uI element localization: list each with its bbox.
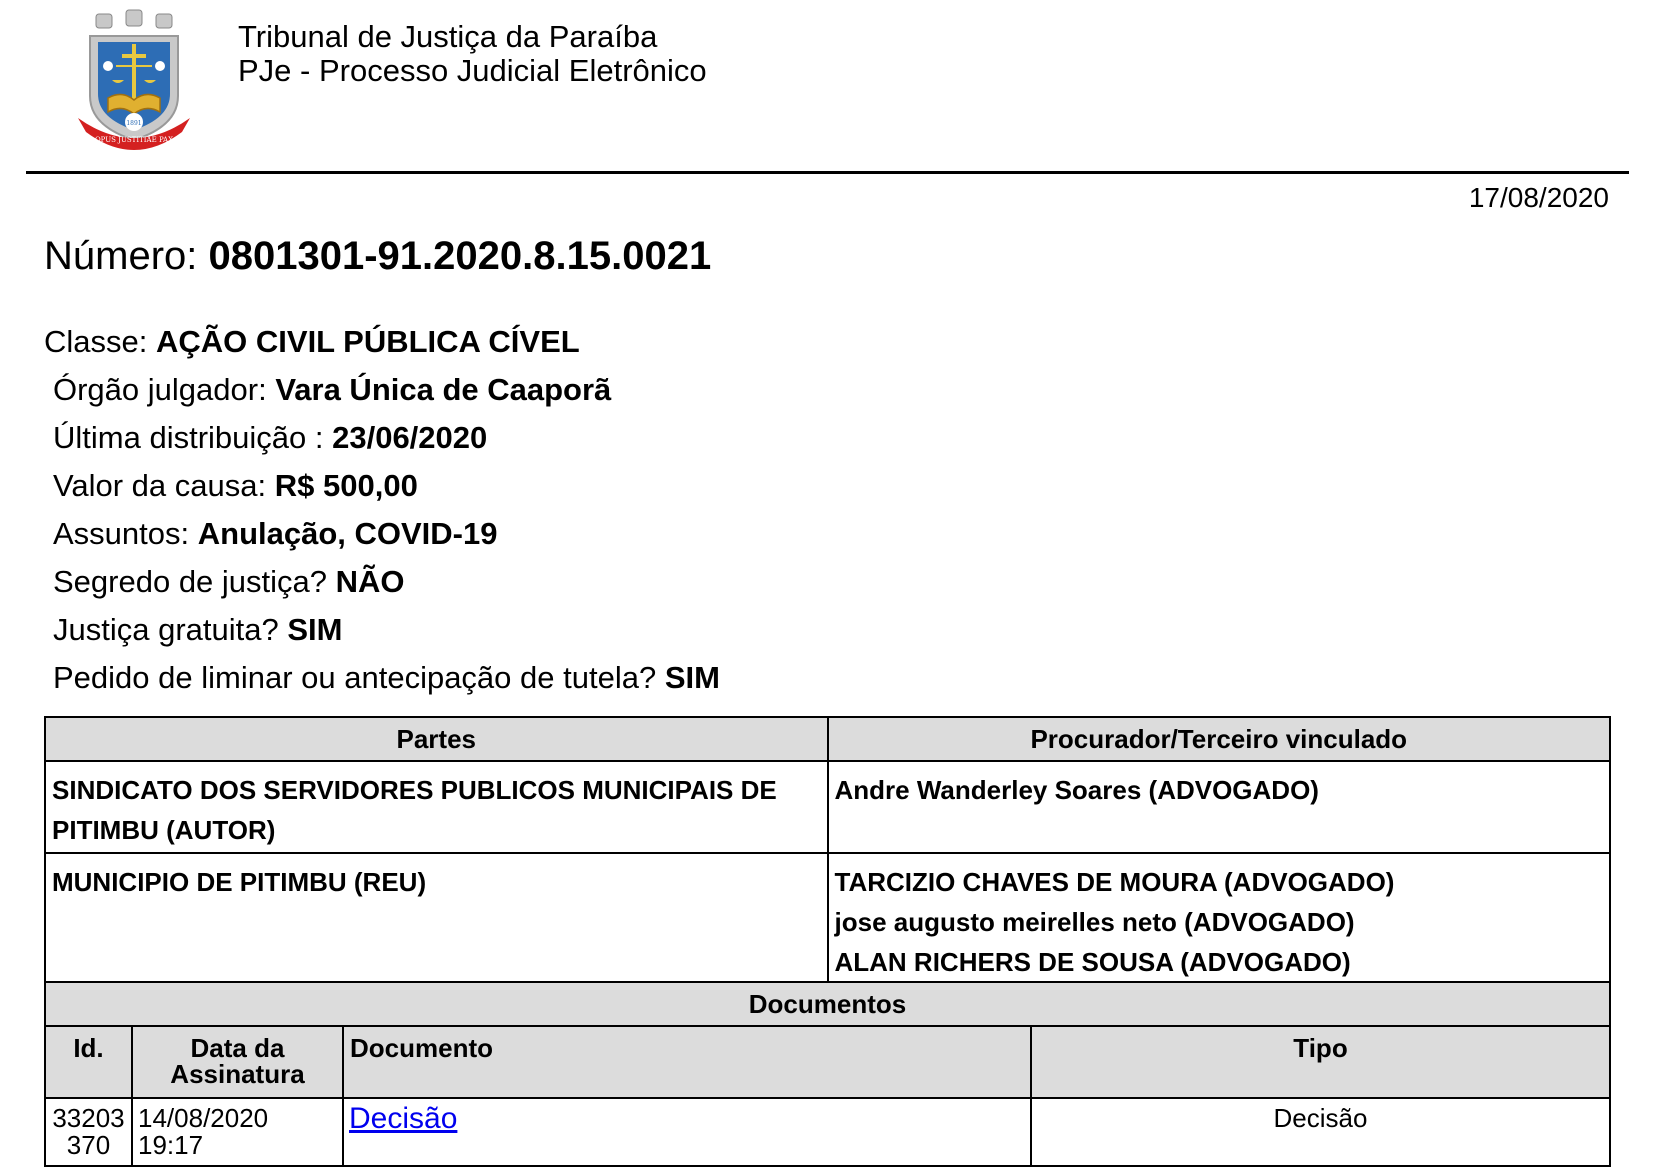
field-label: Órgão julgador: (53, 372, 267, 407)
procurador-entry: TARCIZIO CHAVES DE MOURA (ADVOGADO) (834, 867, 1395, 897)
process-number-label: Número: (44, 234, 198, 278)
field-label: Classe: (44, 324, 148, 359)
partes-header-row (45, 717, 1610, 761)
process-number (44, 234, 711, 279)
document-id: 33203 370 (45, 1098, 132, 1166)
documentos-caption: Documentos (45, 982, 1610, 1026)
system-name: PJe - Processo Judicial Eletrônico (238, 53, 707, 88)
field-label: Segredo de justiça? (53, 564, 328, 599)
field-valor-causa (44, 466, 720, 514)
field-value: AÇÃO CIVIL PÚBLICA CÍVEL (156, 324, 580, 359)
court-coat-of-arms-icon (78, 8, 190, 158)
field-value: 23/06/2020 (332, 420, 488, 455)
process-fields (44, 322, 720, 706)
id-header: Id. (45, 1026, 132, 1098)
logo-motto: OPUS JUSTITIAE PAX (94, 136, 174, 144)
documentos-header-row (45, 1026, 1610, 1098)
table-row (45, 1098, 1610, 1166)
field-label: Última distribuição : (53, 420, 324, 455)
field-classe (44, 322, 720, 370)
field-value: Vara Única de Caaporã (275, 372, 612, 407)
field-value: NÃO (335, 564, 405, 599)
field-value: R$ 500,00 (274, 468, 418, 503)
court-logo (78, 8, 190, 158)
procurador-entry: jose augusto meirelles neto (ADVOGADO) (834, 907, 1355, 937)
table-row (45, 853, 1610, 985)
procurador-entry: ALAN RICHERS DE SOUSA (ADVOGADO) (834, 947, 1351, 977)
field-ultima-distribuicao (44, 418, 720, 466)
documentos-table (44, 981, 1611, 1167)
process-number-value: 0801301-91.2020.8.15.0021 (208, 234, 712, 278)
field-value: SIM (287, 612, 343, 647)
field-value: SIM (664, 660, 720, 695)
documento-header: Documento (343, 1026, 1031, 1098)
parte-cell: SINDICATO DOS SERVIDORES PUBLICOS MUNICIPAIS DE PITIMBU (AUTOR) (45, 761, 828, 853)
tipo-header: Tipo (1031, 1026, 1610, 1098)
document-link[interactable]: Decisão (349, 1102, 458, 1135)
procurador-entry: Andre Wanderley Soares (ADVOGADO) (834, 775, 1319, 805)
procurador-cell (828, 761, 1611, 853)
field-justica-gratuita (44, 610, 720, 658)
field-segredo-justica (44, 562, 720, 610)
parte-cell: MUNICIPIO DE PITIMBU (REU) (45, 853, 828, 985)
field-value: Anulação, COVID-19 (197, 516, 498, 551)
document-type: Decisão (1031, 1098, 1610, 1166)
field-label: Justiça gratuita? (53, 612, 279, 647)
report-date: 17/08/2020 (1468, 182, 1609, 213)
header-titles (238, 20, 707, 88)
document-cell (343, 1098, 1031, 1166)
field-label: Pedido de liminar ou antecipação de tutela? (53, 660, 657, 695)
documentos-caption-row (45, 982, 1610, 1026)
field-orgao-julgador (44, 370, 720, 418)
field-pedido-liminar (44, 658, 720, 706)
field-assuntos (44, 514, 720, 562)
document-date: 14/08/2020 19:17 (132, 1098, 343, 1166)
partes-table (44, 716, 1611, 986)
partes-header: Partes (45, 717, 828, 761)
procurador-header: Procurador/Terceiro vinculado (828, 717, 1611, 761)
field-label: Assuntos: (53, 516, 190, 551)
court-name: Tribunal de Justiça da Paraíba (238, 19, 658, 54)
logo-year: 1891 (126, 120, 142, 127)
header-divider (26, 171, 1629, 174)
table-row (45, 761, 1610, 853)
field-label: Valor da causa: (53, 468, 267, 503)
procurador-cell (828, 853, 1611, 985)
data-assinatura-header: Data da Assinatura (132, 1026, 343, 1098)
